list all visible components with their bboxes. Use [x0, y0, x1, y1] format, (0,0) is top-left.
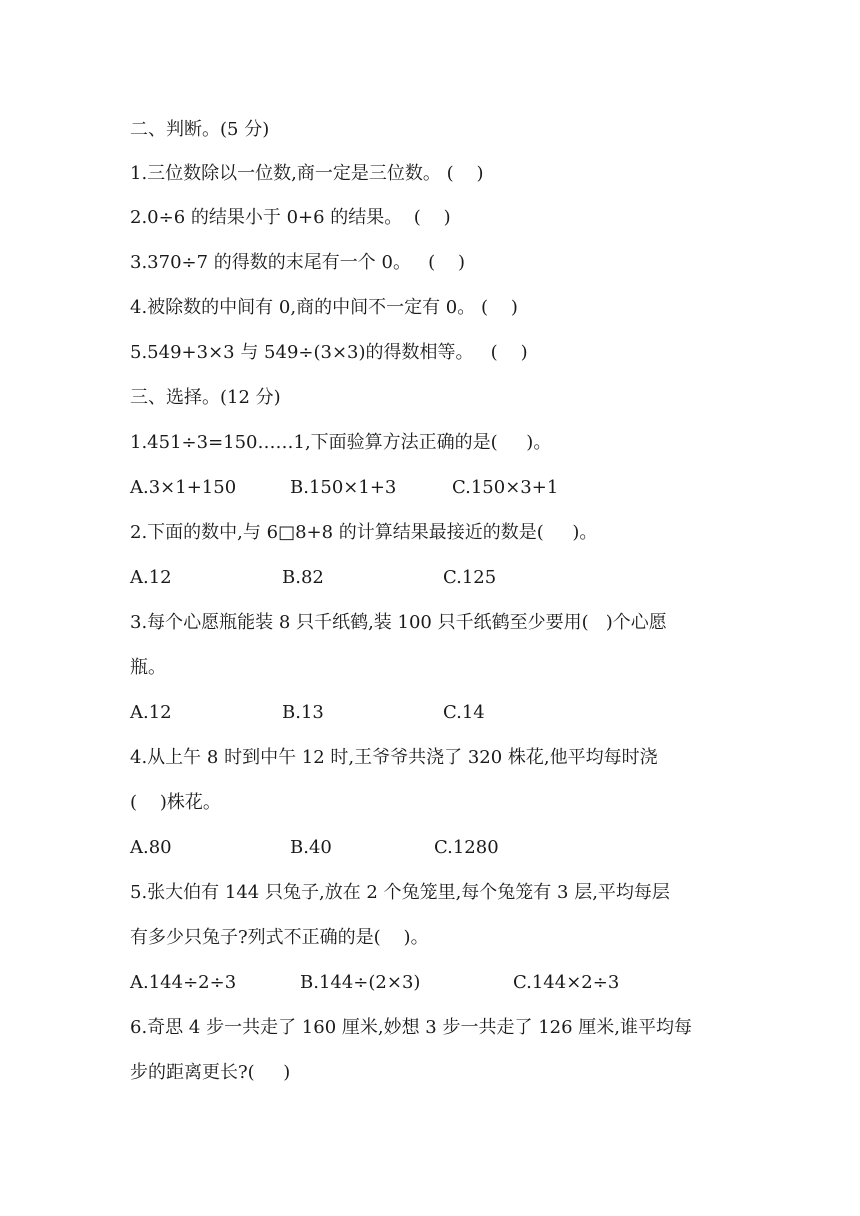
question-5-line-2: 有多少只兔子?列式不正确的是( )。	[130, 927, 429, 948]
section-2-title: 二、判断。(5 分)	[130, 119, 270, 140]
option-a: A.12	[130, 702, 172, 723]
judge-item-5: 5.549+3×3 与 549÷(3×3)的得数相等。 ( )	[130, 342, 528, 363]
option-b: B.144÷(2×3)	[300, 972, 421, 993]
option-c: C.144×2÷3	[513, 972, 620, 993]
question-3-line-2: 瓶。	[130, 657, 166, 678]
question-5-line-1: 5.张大伯有 144 只兔子,放在 2 个兔笼里,每个兔笼有 3 层,平均每层	[130, 882, 670, 903]
judge-item-4: 4.被除数的中间有 0,商的中间不一定有 0。 ( )	[130, 297, 518, 318]
option-c: C.125	[443, 567, 497, 588]
question-1: 1.451÷3=150……1,下面验算方法正确的是( )。	[130, 432, 552, 453]
option-c: C.150×3+1	[452, 477, 559, 498]
option-c: C.14	[443, 702, 485, 723]
option-c: C.1280	[434, 837, 499, 858]
judge-item-2: 2.0÷6 的结果小于 0+6 的结果。 ( )	[130, 207, 451, 228]
option-b: B.150×1+3	[290, 477, 397, 498]
judge-item-3: 3.370÷7 的得数的末尾有一个 0。 ( )	[130, 252, 466, 273]
question-2: 2.下面的数中,与 6□8+8 的计算结果最接近的数是( )。	[130, 522, 598, 543]
judge-item-1: 1.三位数除以一位数,商一定是三位数。 ( )	[130, 163, 484, 184]
option-b: B.82	[282, 567, 324, 588]
option-b: B.13	[282, 702, 324, 723]
question-4-line-1: 4.从上午 8 时到中午 12 时,王爷爷共浇了 320 株花,他平均每时浇	[130, 747, 658, 768]
question-6-line-2: 步的距离更长?( )	[130, 1062, 291, 1083]
option-a: A.12	[130, 567, 172, 588]
option-a: A.80	[130, 837, 172, 858]
question-3-line-1: 3.每个心愿瓶能装 8 只千纸鹤,装 100 只千纸鹤至少要用( )个心愿	[130, 612, 667, 633]
question-6-line-1: 6.奇思 4 步一共走了 160 厘米,妙想 3 步一共走了 126 厘米,谁平均每	[130, 1017, 693, 1038]
question-4-line-2: ( )株花。	[130, 792, 221, 813]
section-3-title: 三、选择。(12 分)	[130, 387, 281, 408]
option-a: A.3×1+150	[130, 477, 237, 498]
option-a: A.144÷2÷3	[130, 972, 237, 993]
option-b: B.40	[290, 837, 332, 858]
